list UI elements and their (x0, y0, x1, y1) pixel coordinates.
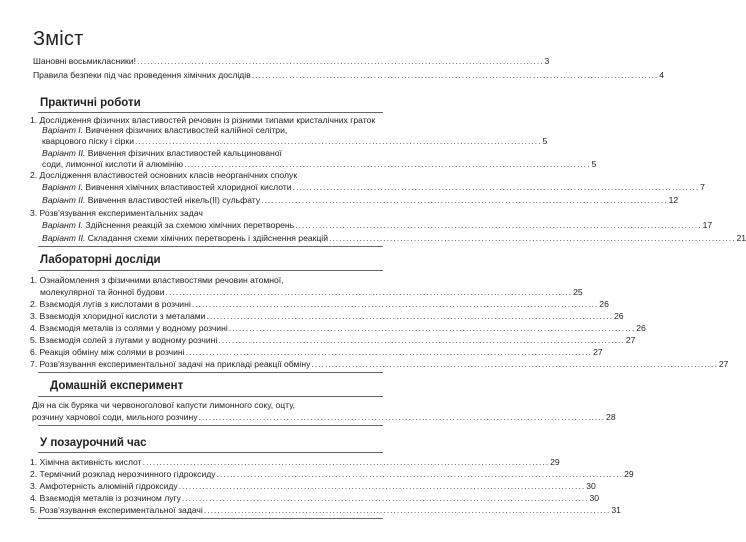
toc-entry[interactable] (33, 56, 550, 67)
entry-text: Вивчення фізичних властивостей кальцинованої (85, 148, 282, 158)
entry-text: 2. Взаємодія лугів з кислотами в розчині (30, 299, 191, 309)
entry-text: 2. Термічний розклад нерозчинного гідроксиду (30, 469, 216, 479)
page-number: 26 (599, 299, 609, 309)
entry-text: 3. Взаємодія хлоридної кислоти з металами (30, 311, 206, 321)
entry-text: 5. Розв'язування експериментальної задачі (30, 505, 203, 515)
entry-text: Шановні восьмикласники! (33, 56, 136, 66)
entry-text: соди, лимонної кислоти й алюмінію (42, 159, 184, 169)
section-heading-practical: Практичні роботи (40, 97, 141, 109)
section-divider (38, 425, 383, 426)
section-divider (38, 112, 383, 113)
toc-entry[interactable] (33, 70, 665, 81)
variant-label: Варіант ІІ. (42, 195, 86, 205)
toc-entry[interactable] (40, 287, 583, 298)
dot-leader: ........................................................................................................................ (218, 335, 625, 345)
dot-leader: ........................................................................................................................ (185, 347, 593, 357)
dot-leader: ........................................................................................................................ (228, 323, 636, 333)
page-number: 25 (573, 287, 583, 297)
dot-leader: ........................................................................................................................ (311, 359, 718, 369)
entry-text: 4. Взаємодія металів із солями у водному розчині (30, 323, 228, 333)
page-number: 31 (611, 505, 621, 515)
dot-leader: ........................................................................................................................ (165, 287, 573, 297)
page-number: 26 (614, 311, 624, 321)
toc-entry[interactable] (42, 220, 713, 231)
dot-leader: ........................................................................................................................ (292, 182, 700, 192)
entry-text: Складання схеми хімічних перетворень і здійснення реакцій (85, 233, 329, 243)
section-divider (38, 372, 383, 373)
toc-entry[interactable] (30, 323, 646, 334)
page-number: 28 (606, 412, 616, 422)
page-number: 21 (736, 233, 746, 243)
toc-entry[interactable] (30, 505, 621, 516)
entry-text: Вивчення хімічних властивостей хлоридної кислоти (83, 182, 292, 192)
toc-entry-heading[interactable]: 3. Розв'язування експериментальних задач (30, 208, 203, 218)
entry-text: Вивчення властивостей нікель(ІІ) сульфату (85, 195, 261, 205)
section-divider (38, 452, 383, 453)
toc-entry[interactable] (30, 469, 634, 480)
toc-entry[interactable] (42, 136, 548, 147)
dot-leader: ........................................................................................................................ (142, 457, 550, 467)
entry-text: 6. Реакція обміну між солями в розчині (30, 347, 185, 357)
entry-text: кварцового піску і сірки (42, 136, 134, 146)
dot-leader: ........................................................................................................................ (329, 233, 736, 243)
page-number: 17 (702, 220, 713, 230)
toc-entry[interactable] (30, 457, 560, 468)
toc-entry[interactable] (30, 493, 600, 504)
entry-text: Вивчення фізичних властивостей калійної селітри, (83, 125, 288, 135)
dot-leader: ........................................................................................................................ (251, 70, 659, 80)
entry-text: 1. Хімічна активність кислот (30, 457, 142, 467)
variant-label: Варіант ІІ. (42, 233, 86, 243)
toc-entry[interactable] (30, 359, 729, 370)
variant-label: Варіант ІІ. (42, 148, 86, 158)
page-number: 27 (625, 335, 636, 345)
dot-leader: ........................................................................................................................ (191, 299, 599, 309)
variant-label: Варіант І. (42, 125, 84, 135)
toc-entry[interactable]: Дія на сік буряка чи червоноголової капусти лимонного соку, оцту, (32, 400, 296, 410)
entry-text: 5. Взаємодія солей з лугами у водному розчині (30, 335, 218, 345)
page-number: 29 (550, 457, 560, 467)
dot-leader: ........................................................................................................................ (295, 220, 702, 230)
section-heading-extra: У позаурочний час (40, 437, 147, 449)
entry-text: Правила безпеки під час проведення хімічних дослідів (33, 70, 251, 80)
dot-leader: ........................................................................................................................ (203, 505, 611, 515)
dot-leader: ........................................................................................................................ (184, 159, 591, 169)
variant-label: Варіант І. (42, 182, 84, 192)
section-heading-home: Домашній експеримент (50, 380, 184, 392)
page-number: 27 (593, 347, 603, 357)
toc-entry[interactable] (42, 125, 287, 136)
dot-leader: ........................................................................................................................ (261, 195, 668, 205)
page-number: 4 (659, 70, 665, 80)
section-divider (38, 246, 383, 247)
page-title: Зміст (33, 28, 84, 50)
toc-entry[interactable] (42, 182, 705, 193)
dot-leader: ........................................................................................................................ (216, 469, 624, 479)
toc-entry[interactable] (42, 159, 597, 170)
page-number: 26 (636, 323, 646, 333)
dot-leader: ........................................................................................................................ (206, 311, 613, 321)
entry-text: розчину харчової соди, мильного розчину (32, 412, 198, 422)
page-number: 7 (700, 182, 705, 192)
page-number: 12 (668, 195, 679, 205)
dot-leader: ........................................................................................................................ (135, 136, 542, 146)
toc-entry[interactable] (30, 311, 624, 322)
toc-entry[interactable] (30, 335, 636, 346)
toc-entry[interactable] (42, 148, 282, 159)
entry-text: молекулярної та йонної будови (40, 287, 165, 297)
page-number: 27 (718, 359, 729, 369)
entry-text: 3. Амфотерність алюміній гідроксиду (30, 481, 178, 491)
page-number: 30 (586, 481, 596, 491)
toc-entry[interactable] (30, 299, 609, 310)
toc-entry[interactable] (42, 233, 746, 244)
variant-label: Варіант І. (42, 220, 84, 230)
entry-text: 4. Взаємодія металів із розчином лугу (30, 493, 181, 503)
toc-entry[interactable] (42, 195, 679, 206)
page-number: 29 (624, 469, 634, 479)
entry-text: 7. Розв'язування експериментальної задачі на прикладі реакції обміну (30, 359, 311, 369)
entry-text: Здійснення реакцій за схемою хімічних перетворень (83, 220, 295, 230)
section-heading-lab: Лабораторні досліди (40, 254, 161, 266)
toc-entry[interactable] (32, 412, 616, 423)
dot-leader: ........................................................................................................................ (181, 493, 589, 503)
page-number: 5 (542, 136, 548, 146)
page-number: 3 (544, 56, 550, 66)
dot-leader: ........................................................................................................................ (178, 481, 586, 491)
dot-leader: ........................................................................................................................ (198, 412, 606, 422)
toc-entry-heading[interactable]: 1. Дослідження фізичних властивостей речовин із різними типами кристалічних граток (30, 115, 376, 125)
section-divider (38, 518, 383, 519)
section-divider (38, 396, 383, 397)
toc-entry[interactable] (30, 481, 596, 492)
page-number: 30 (589, 493, 600, 503)
page-number: 5 (591, 159, 597, 169)
toc-entry[interactable] (30, 347, 603, 358)
toc-entry[interactable]: 1. Ознайомлення з фізичними властивостями речовин атомної, (30, 275, 284, 285)
toc-entry-heading[interactable]: 2. Дослідження властивостей основних класів неорганічних сполук (30, 170, 298, 180)
dot-leader: ........................................................................................................................ (136, 56, 544, 66)
section-divider (38, 270, 383, 271)
